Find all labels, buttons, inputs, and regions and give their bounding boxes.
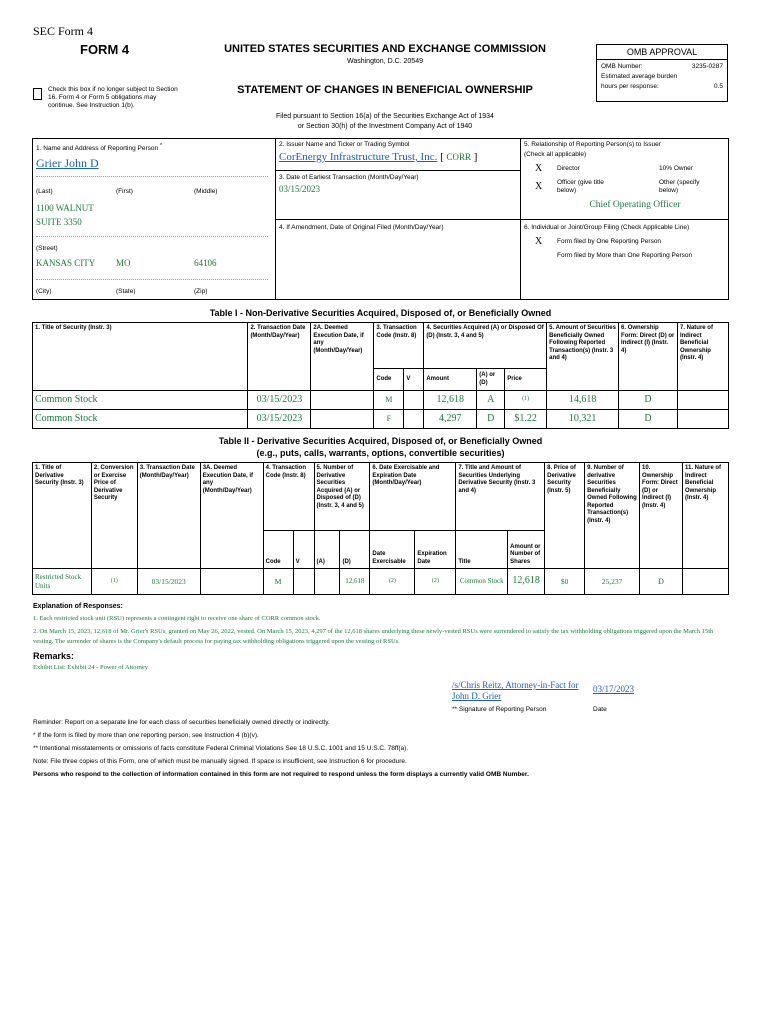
t1-r1-amount: 12,618: [424, 391, 477, 410]
t2-header-number: 5. Number of Derivative Securities Acquired (A) or Disposed of (D) (Instr. 3, 4 and 5): [314, 463, 370, 531]
box2-label: 2. Issuer Name and Ticker or Trading Symbol: [279, 141, 410, 148]
signature-date: 03/17/2023: [593, 684, 635, 694]
checkbox-text: Check this box if no longer subject to Section 16. Form 4 or Form 5 obligations may continue. See Instruction 1(b).: [48, 86, 178, 110]
table-row: [33, 569, 729, 595]
t1-r2-price: $1.22: [505, 410, 547, 429]
t1-r2-aord: D: [477, 410, 505, 429]
t1-r2-form: D: [619, 410, 678, 429]
t2-r1-date: 03/15/2023: [137, 569, 200, 595]
explanation-1: 1. Each restricted stock unit (RSU) represents a contingent right to receive one share of CORR common stock.: [33, 615, 321, 622]
director-check[interactable]: X: [535, 163, 543, 174]
ticker-symbol: CORR: [446, 152, 472, 162]
commission-location: Washington, D.C. 20549: [346, 58, 423, 65]
t1-r1-v: [404, 391, 424, 410]
t2-sub-amount: Amount or Number of Shares: [508, 531, 545, 569]
t1-sub-aord: (A) or (D): [477, 369, 505, 391]
non-derivative-table: [32, 322, 729, 429]
remarks-label: Remarks:: [33, 651, 75, 661]
table2-title-2: (e.g., puts, calls, warrants, options, convertible securities): [256, 448, 505, 458]
state-value: MO: [116, 258, 131, 268]
city-value: KANSAS CITY: [36, 258, 96, 268]
t2-sub-v: V: [293, 531, 314, 569]
t2-sub-code: Code: [263, 531, 293, 569]
t2-r1-a: [314, 569, 340, 595]
box1-label: 1. Name and Address of Reporting Person *: [36, 143, 163, 153]
t1-r1-nature: [677, 391, 728, 410]
t2-header-underlying: 7. Title and Amount of Securities Underlying Derivative Security (Instr. 3 and 4): [456, 463, 545, 531]
t2-header-code: 4. Transaction Code (Instr. 8): [263, 463, 314, 531]
t1-r1-form: D: [619, 391, 678, 410]
director-label: Director: [557, 165, 580, 172]
t2-r1-v: [293, 569, 314, 595]
omb-burden-label-1: Estimated average burden: [601, 73, 678, 80]
t1-r1-code: M: [374, 391, 404, 410]
more-persons-label: Form filed by More than One Reporting Person: [557, 252, 693, 259]
commission-title: UNITED STATES SECURITIES AND EXCHANGE COMMISSION: [224, 43, 546, 55]
footer-note-1: * If the form is filed by more than one reporting person, see Instruction 4 (b)(v).: [33, 732, 259, 739]
t1-r2-code: F: [374, 410, 404, 429]
t2-header-owned: 9. Number of derivative Securities Beneficially Owned Following Reported Transaction(s) (Instr. 4): [585, 463, 640, 569]
date-label: Date: [593, 706, 607, 713]
state-label: (State): [116, 288, 136, 295]
t1-header-form: 6. Ownership Form: Direct (D) or Indirect (I) (Instr. 4): [619, 323, 678, 391]
t2-r1-expiration: (2): [415, 569, 456, 595]
reporting-person-name[interactable]: Grier John D: [36, 156, 99, 170]
box3-label: 3. Date of Earliest Transaction (Month/Day/Year): [279, 174, 419, 181]
zip-label: (Zip): [194, 288, 208, 295]
t1-sub-code: Code: [374, 369, 404, 391]
t2-header-nature: 11. Nature of Indirect Beneficial Ownership (Instr. 4): [682, 463, 728, 569]
statement-title: STATEMENT OF CHANGES IN BENEFICIAL OWNERSHIP: [237, 84, 533, 96]
omb-approval-box: [596, 44, 728, 102]
signature-block: [452, 680, 578, 703]
box5-label-1: 5. Relationship of Reporting Person(s) to Issuer: [524, 141, 661, 148]
explanation-label: Explanation of Responses:: [33, 603, 123, 610]
t2-r1-conv: (1): [91, 569, 137, 595]
t1-r2-nature: [677, 410, 728, 429]
t2-header-title: 1. Title of Derivative Security (Instr. 3): [33, 463, 92, 569]
t1-r2-owned: 10,321: [547, 410, 619, 429]
t1-header-owned: 5. Amount of Securities Beneficially Owned Following Reported Transaction(s) (Instr. 3 and 4): [547, 323, 619, 391]
t2-r1-d: 12,618: [340, 569, 370, 595]
footer-omb-notice: Persons who respond to the collection of information contained in this form are not required to respond unless the form displays a currently valid OMB Number.: [33, 771, 529, 778]
t1-header-title: 1. Title of Security (Instr. 3): [33, 323, 248, 391]
t1-r1-aord: A: [477, 391, 505, 410]
t2-r1-owned: 25,237: [585, 569, 640, 595]
ten-percent-owner-label: 10% Owner: [659, 165, 693, 172]
t1-sub-price: Price: [505, 369, 547, 391]
t1-header-date: 2. Transaction Date (Month/Day/Year): [248, 323, 311, 391]
t2-r1-under-title: Common Stock: [456, 569, 508, 595]
t2-header-exercisable: 6. Date Exercisable and Expiration Date (Month/Day/Year): [370, 463, 456, 531]
t2-sub-exercisable: Date Exercisable: [370, 531, 415, 569]
sec-form-label: SEC Form 4: [33, 24, 94, 38]
table-row: [33, 410, 729, 429]
remarks-text: Exhibit List: Exhibit 24 - Power of Attorney: [33, 664, 149, 671]
t2-r1-deemed: [200, 569, 263, 595]
t1-header-code: 3. Transaction Code (Instr. 8): [374, 323, 424, 369]
signature-line-1: /s/Chris Reitz, Attorney-in-Fact for: [452, 680, 579, 690]
one-person-check[interactable]: X: [535, 236, 543, 247]
signature-label: ** Signature of Reporting Person: [452, 706, 547, 713]
t1-r2-date: 03/15/2023: [248, 410, 311, 429]
section16-checkbox[interactable]: [33, 88, 42, 100]
footer-note-2: ** Intentional misstatements or omissions of facts constitute Federal Criminal Violations See 18 U.S.C. 1001 and 15 U.S.C. 78ff(a).: [33, 745, 409, 752]
signature-line-2: John D. Grier: [452, 691, 502, 702]
officer-label: Officer (give title below): [557, 179, 604, 195]
t2-header-deemed: 3A. Deemed Execution Date, if any (Month/Day/Year): [200, 463, 263, 569]
table1-title: Table I - Non-Derivative Securities Acquired, Disposed of, or Beneficially Owned: [209, 308, 552, 318]
issuer-name-link[interactable]: CorEnergy Infrastructure Trust, Inc.: [279, 151, 438, 163]
t1-header-nature: 7. Nature of Indirect Beneficial Ownership (Instr. 4): [677, 323, 728, 391]
t2-header-conversion: 2. Conversion or Exercise Price of Derivative Security: [91, 463, 137, 569]
t1-r1-price: (1): [505, 391, 547, 410]
t1-r1-title: Common Stock: [33, 391, 248, 410]
middle-label: (Middle): [194, 188, 218, 195]
omb-burden-label-2: hours per response:: [601, 83, 659, 90]
omb-burden-value: 0.5: [713, 83, 723, 90]
t2-r1-price: $0: [545, 569, 585, 595]
filed-line-2: or Section 30(h) of the Investment Company Act of 1940: [297, 123, 473, 130]
t2-sub-expiration: Expiration Date: [415, 531, 456, 569]
t1-r2-title: Common Stock: [33, 410, 248, 429]
t2-sub-title: Title: [456, 531, 508, 569]
t2-r1-under-amount: 12,618: [508, 569, 545, 595]
t1-r2-amount: 4,297: [424, 410, 477, 429]
t2-r1-title: Restricted Stock Units: [33, 569, 92, 595]
city-label: (City): [36, 288, 52, 295]
omb-number-value: 3235-0287: [691, 63, 723, 70]
t2-header-date: 3. Transaction Date (Month/Day/Year): [137, 463, 200, 569]
omb-number-label: OMB Number:: [601, 63, 643, 70]
omb-title: OMB APPROVAL: [597, 45, 727, 60]
t1-r2-v: [404, 410, 424, 429]
earliest-transaction-date: 03/15/2023: [279, 184, 321, 194]
issuer-line: CorEnergy Infrastructure Trust, Inc. [ CORR ]: [279, 151, 478, 163]
t2-header-price: 8. Price of Derivative Security (Instr. 5): [545, 463, 585, 569]
t2-r1-nature: [682, 569, 728, 595]
other-label: Other (specify below): [659, 179, 700, 195]
t1-header-deemed: 2A. Deemed Execution Date, if any (Month/Day/Year): [311, 323, 374, 391]
box4-label: 4. If Amendment, Date of Original Filed (Month/Day/Year): [279, 224, 444, 231]
t1-sub-v: V: [404, 369, 424, 391]
box5-label-2: (Check all applicable): [524, 151, 587, 158]
t1-r1-date: 03/15/2023: [248, 391, 311, 410]
t2-sub-d: (D): [340, 531, 370, 569]
officer-check[interactable]: X: [535, 181, 543, 192]
t2-r1-form: D: [640, 569, 683, 595]
footer-reminder: Reminder: Report on a separate line for each class of securities beneficially owned directly or indirectly.: [33, 719, 330, 726]
t1-header-acquired: 4. Securities Acquired (A) or Disposed Of (D) (Instr. 3, 4 and 5): [424, 323, 547, 369]
street-label: (Street): [36, 245, 58, 252]
t2-header-form: 10. Ownership Form: Direct (D) or Indirect (I) (Instr. 4): [640, 463, 683, 569]
t1-sub-amount: Amount: [424, 369, 477, 391]
t1-r1-deemed: [311, 391, 374, 410]
street-line-2: SUITE 3350: [36, 217, 82, 227]
footer-note-3: Note: File three copies of this Form, one of which must be manually signed. If space is insufficient, see Instruction 6 for procedure.: [33, 758, 407, 765]
t1-r1-owned: 14,618: [547, 391, 619, 410]
table-row: [33, 391, 729, 410]
explanation-2: 2. On March 15, 2023, 12,618 of Mr. Grier's RSUs, granted on May 26, 2022, vested. On March 15, 2023, 4,297 of the 12,618 shares underlying these newly-vested RSUs were surrendered to satisfy the tax withholding obligations triggered upon the March 15th vesting. The surrender of shares is the Company's default process for paying tax withholding obligations triggered upon the vesting of RSUs.: [33, 628, 714, 645]
table2-title-1: Table II - Derivative Securities Acquired, Disposed of, or Beneficially Owned: [218, 436, 543, 446]
t2-sub-a: (A): [314, 531, 340, 569]
zip-value: 64106: [194, 258, 217, 268]
form-title: FORM 4: [80, 42, 130, 57]
derivative-table: [32, 462, 729, 595]
t1-r2-deemed: [311, 410, 374, 429]
t2-r1-code: M: [263, 569, 293, 595]
officer-title: Chief Operating Officer: [589, 200, 681, 210]
first-label: (First): [116, 188, 133, 195]
box6-label: 6. Individual or Joint/Group Filing (Check Applicable Line): [524, 224, 690, 231]
filed-line-1: Filed pursuant to Section 16(a) of the Securities Exchange Act of 1934: [276, 113, 494, 120]
last-label: (Last): [36, 188, 53, 195]
t2-r1-exercisable: (2): [370, 569, 415, 595]
street-line-1: 1100 WALNUT: [36, 203, 94, 213]
one-person-label: Form filed by One Reporting Person: [557, 238, 662, 245]
